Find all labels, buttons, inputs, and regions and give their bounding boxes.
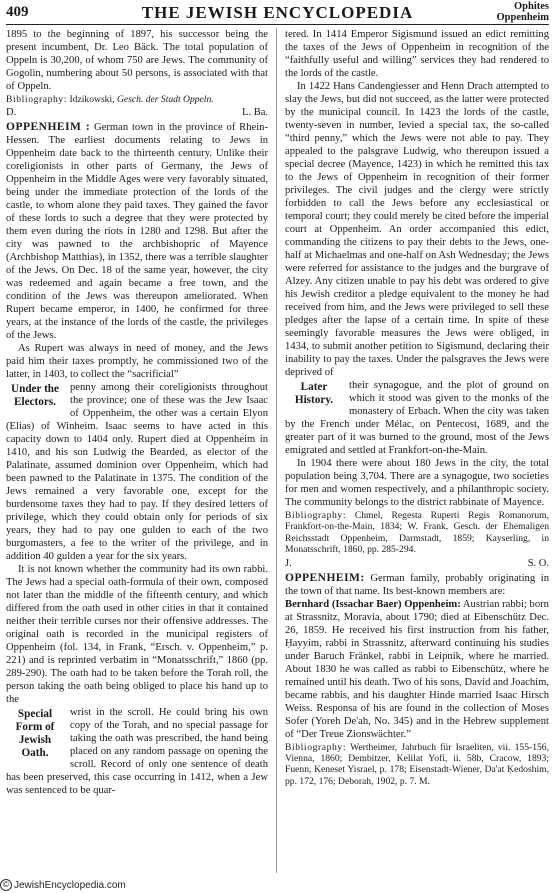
bernhard-entry — [285, 598, 549, 741]
footer-text: JewishEncyclopedia.com — [14, 879, 126, 891]
running-head-first: Ophites — [513, 1, 549, 12]
oppeln-continuation: 1895 to the beginning of 1897, his successor being the present incumbent, Dr. Leo Bäck. The total population of Oppeln is 30,200, of whom 750 are Jews. The community of Gogolin, numbering about 50 persons, is associated with that of Oppeln. — [6, 29, 268, 92]
oath-paragraph: It is not known whether the community had its own rabbi. The Jews had a special oath-formula of their own, composed not later than the middle of the fifteenth century, and which differed from the oath used in other cities in that it contained neither their terrible curses nor their offensive addresses. The original oath is recorded in the municipal registers of Oppenheim (fol. 134, in Frank, “Ersch. v. Oppenheim,” p. 221) and is reprinted verbatim in “Monatsschrift,” 1860 (pp. 289-290). The oath had to be taken before the Torah roll, the person taking the oath being obliged to place his hand up to the — [6, 564, 268, 706]
sidenote-electors: Under the Electors. — [11, 383, 59, 409]
left-column — [6, 28, 268, 797]
oppenheim-intro-text: German town in the province of Rhein-Hessen. The earliest documents relating to Jews in Oppenheim date back to the thirteenth century. Unlike their coreligionists in other parts of Germany, the Jews of Oppenheim in the Middle Ages were very favorably situated, being under the immediate protection of the lords of the castle, to whom alone they paid taxes. They gained the favor of these lords to such a degree that they were protected by them even during the riots in 1280 and 1298. But after the city was pawned to the archbishopric of Mayence (Archbishop Matthias), in 1352, there was a terrible slaughter of the Jews. On Dec. 18 of the same year, however, the city was redeemed and again became a free town, and the condition of the Jews was thereupon ameliorated. When Rupert became emperor, in 1400, he confirmed for three years, at the instance of the lords of the castle, the privileges of the Jews. — [6, 122, 268, 342]
signature-right: L. Ba. — [242, 107, 268, 119]
copyright-icon: © — [0, 879, 12, 891]
header-rule — [6, 24, 549, 25]
later-history-paragraph: their synagogue, and the plot of ground on which it stood was given to the monks of the monastery of Erbach. When the city was taken by the French under Mélac, on Pentecost, 1689, and the greater part of it was burned to the ground, most of the Jews emigrated and settled at Frankfort-on-the-Main. — [285, 380, 549, 456]
bernhard-bibliography — [285, 742, 549, 788]
entry-headword: OPPENHEIM : — [6, 121, 91, 134]
bibliography-label: Bibliography: — [285, 510, 347, 521]
column-divider — [276, 28, 277, 873]
page-number: 409 — [6, 4, 29, 20]
page-title: THE JEWISH ENCYCLOPEDIA — [141, 3, 414, 22]
oppenheim-signature — [285, 557, 549, 570]
site-footer — [0, 879, 126, 891]
signature-right: S. O. — [527, 557, 549, 569]
oath-paragraph-b: wrist in the scroll. He could bring his own copy of the Torah, and no special passage for taking the oath was prescribed, the hand being placed on any random passage on opening the scroll. Record of only one sentence of death has been preserved, this case occurring in 1412, when a Jew was sentenced to be quar- — [6, 707, 268, 797]
family-intro — [285, 572, 549, 598]
page-header — [6, 2, 549, 24]
bibliography-text: Chmel, Regesta Ruperti Regis Romanorum, Frankfort-on-the-Main, 1834; W. Frank, Gesch. der Ehemaligen Reichsstadt Oppenheim, Darmstadt, 1859; Kayserling, in Monatsschrift, 1860, pp. 285-294. — [285, 510, 549, 556]
bibliography-text: Idzikowski, — [67, 94, 117, 105]
oppenheim-intro — [6, 121, 268, 342]
bernhard-headword: Bernhard (Issachar Baer) Oppenheim: — [285, 598, 461, 610]
family-intro-text: German family, probably originating in the town of that name. Its best-known members are: — [285, 572, 549, 597]
rupert-paragraph-b: penny among their coreligionists throughout the province; one of these was the Jew Isaac of Oppenheim, the other was a certain Elyon (Elias) of Winheim. Isaac seems to have acted in this capacity down to 1404 only. Rupert died at Oppenheim in 1410, and his son Ludwig the Bearded, as elector of the Palatinate, assumed dominion over Oppenheim, which had been pawned to the Palatinate in 1375. The condition of the Jews remained a very favorable one, except for the burdensome taxes they had to pay. If they desired letters of privilege, which they could obtain only for periods of six years, they had to pay one gulden to each of the two burgomasters, a fee to the writer of the privilege, and in addition 40 gulden a year for the six years. — [6, 382, 268, 563]
population-paragraph: In 1904 there were about 180 Jews in the city, the total population being 3,704. There are a synagogue, two societies for men and women respectively, and a philanthropic society. The community belongs to the district rabbinate of Mayence. — [285, 458, 549, 508]
oppenheim-bibliography — [285, 510, 549, 556]
rupert-paragraph-a: As Rupert was always in need of money, and the Jews paid him their taxes promptly, he commissioned two of the latter, in 1403, to collect the “sacrificial” — [6, 343, 268, 381]
oppeln-signature — [6, 106, 268, 119]
running-head-last: Oppenheim — [496, 12, 549, 23]
right-column — [285, 28, 549, 788]
sigismund-paragraph: tered. In 1414 Emperor Sigismund issued an edict remitting the taxes of the Jews of Oppenheim in recognition of the “faithfully useful and willing” services they had rendered to the lords of the castle. — [285, 29, 549, 79]
bibliography-text: Wertheimer, Jahrbuch für Israeliten, vii. 155-156, Vienna, 1860; Dembitzer, Kelilat Yofi, ii. 58b, Cracow, 1893; Fuenn, Keneset Yisrael, p. 178; Eisenstadt-Wiener, Da'at Ḳedoshim, pp. 172, 176; Deborah, 1902, p. 7. M. — [285, 741, 549, 787]
bibliography-title: Gesch. der Stadt Oppeln. — [116, 94, 214, 105]
bibliography-label: Bibliography: — [285, 741, 347, 753]
sidenote-oath: Special Form of Jewish Oath. — [15, 708, 55, 760]
family-headword: OPPENHEIM: — [285, 571, 365, 584]
oppeln-bibliography — [6, 94, 268, 105]
candengiesser-paragraph: In 1422 Hans Candengiesser and Henn Drach attempted to slay the Jews, but did not succeed, as the latter were protected by the municipal council. In 1423 the lords of the castle, twenty-seven in number, levied a special tax, the so-called “third penny,” which the Jews were not able to pay. They appealed to the palsgrave Ludwig, who thereupon issued a special decree (Mayence, 1423) in which he remitted this tax to the Jews of Oppenheim in recognition of their former privileges. The civil judges and the clergy were strictly forbidden to call the Jews before any ecclesiastical or temporal court; they could merely be cited before the imperial court at Oppenheim. An order accompanied this edict, commanding the citizens to pay their debts to the Jews, one-half at Michaelmas and one-half on Ash Wednesday; the Jews were referred for assistance to the judges and the burgrave of Alzey. Any citizen unable to pay his debt was ordered to give his Jewish creditor a pledge equivalent to the money he had received from him, and the Jews were privileged to sell these pledges after the lapse of a certain time. In spite of these seemingly favorable measures the Jews were obliged, in 1434, to submit another petition to Sigismund, declaring their inability to pay the taxes. Under the palsgraves the Jews were deprived of — [285, 81, 549, 378]
signature-left: D. — [6, 107, 17, 119]
signature-left: J. — [285, 557, 292, 569]
sidenote-later-history: Later History. — [294, 381, 334, 406]
bernhard-text: Austrian rabbi; born at Strassnitz, Moravia, about 1790; died at Eibenschütz Dec. 26, 1859. He received his first instruction from his father, Ḥayyim, rabbi in Strassnitz, afterward continuing his studies under Baruch Fränkel, rabbi in Leipnik, where he married. About 1830 he was called as rabbi to Eibenschütz, where he remained until his death. Two of his sons, David and Joachim, became rabbis, and his daughter Hinde married Isaac Hirsch Weiss. Responsa of his are found in the collection of Moses Sofer (Yoreh De'ah, No. 345) and in the Hebrew supplement of “Der Treue Zionswächter.” — [285, 598, 549, 740]
bibliography-label: Bibliography: — [6, 94, 68, 105]
running-head — [496, 1, 549, 23]
